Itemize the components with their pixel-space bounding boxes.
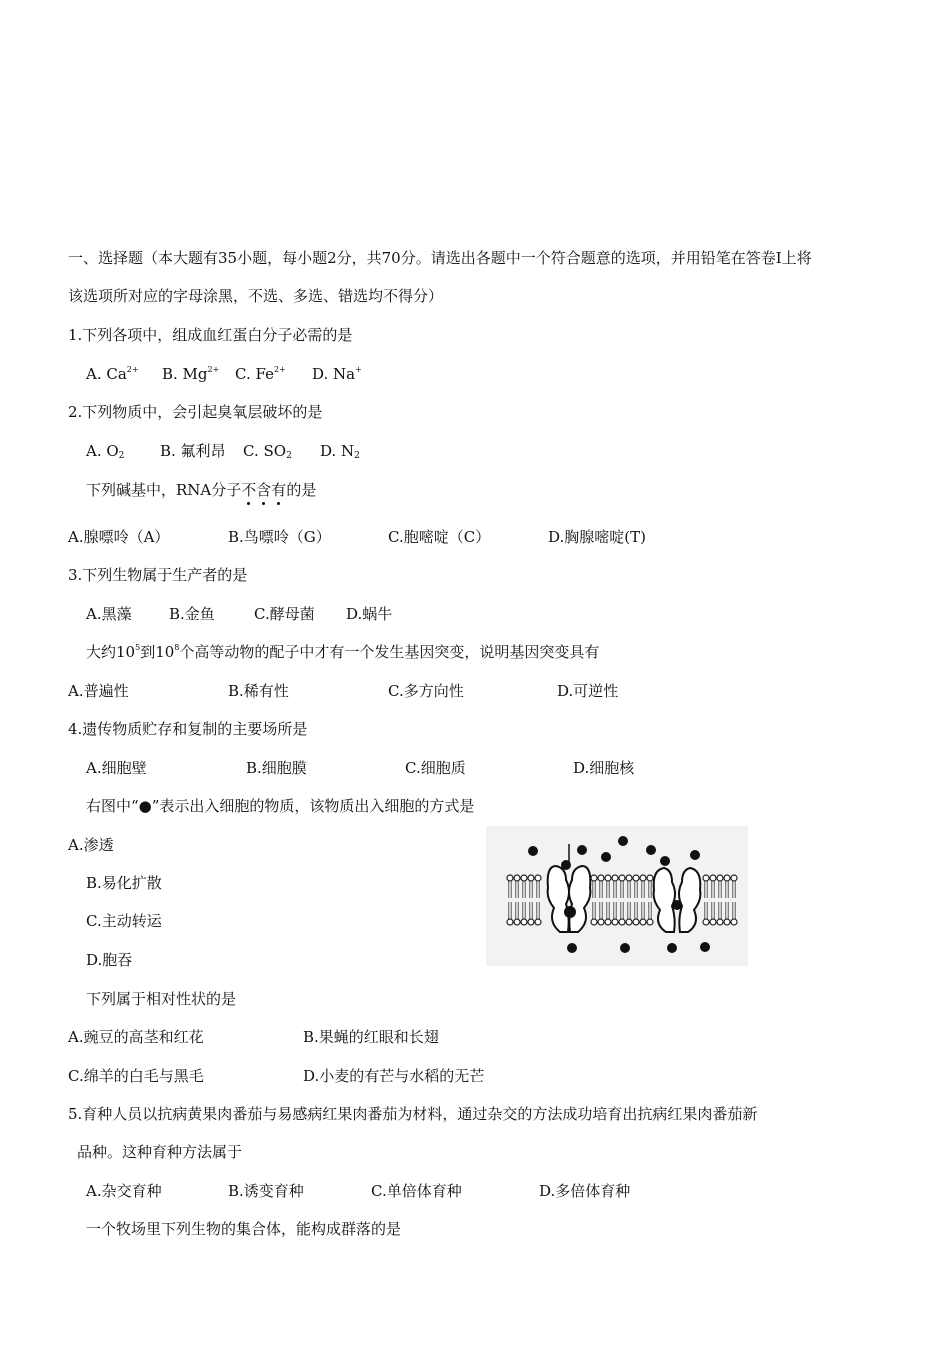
q-comm-stem: 一个牧场里下列生物的集合体，能构成群落的是 — [86, 1220, 402, 1238]
q3-option-d: D.蜗牛 — [346, 605, 393, 623]
q2-option-c: C. $SO_2$ — [243, 442, 292, 461]
q2-option-a: A. $O_2$ — [86, 442, 125, 461]
q-fig-stem: 右图中“●”表示出入细胞的物质，该物质出入细胞的方式是 — [86, 797, 475, 815]
q-trait-option-b: B.果蝇的红眼和长翅 — [303, 1028, 439, 1046]
membrane-diagram — [486, 826, 748, 966]
q-rna-option-d: D.胸腺嘧啶(T) — [548, 528, 646, 546]
q-fig-option-c: C.主动转运 — [86, 912, 162, 930]
q3-option-b: B.金鱼 — [169, 605, 215, 623]
q-rna-option-b: B.鸟嘌呤（G） — [228, 528, 331, 546]
section-header-line2: 该选项所对应的字母涂黑，不选、多选、错选均不得分） — [68, 287, 444, 305]
q5-option-b: B.诱变育种 — [228, 1182, 304, 1200]
q1-option-c: C. $Fe^{2+}$ — [235, 365, 286, 383]
q-mut-option-a: A.普遍性 — [68, 682, 129, 700]
q4-option-c: C.细胞质 — [405, 759, 466, 777]
q-trait-stem: 下列属于相对性状的是 — [86, 990, 237, 1008]
q-rna-option-a: A.腺嘌呤（A） — [68, 528, 170, 546]
q5-option-c: C.单倍体育种 — [371, 1182, 462, 1200]
q1-option-a: A. $Ca^{2+}$ — [86, 365, 139, 383]
q-mut-option-d: D.可逆性 — [557, 682, 619, 700]
q1-option-b: B. $Mg^{2+}$ — [162, 365, 220, 383]
membrane-transport-figure — [486, 826, 748, 966]
q5-option-d: D.多倍体育种 — [539, 1182, 631, 1200]
q4-option-a: A.细胞壁 — [86, 759, 147, 777]
q-mut-option-b: B.稀有性 — [228, 682, 289, 700]
q-fig-option-b: B.易化扩散 — [86, 874, 162, 892]
q3-stem: 3.下列生物属于生产者的是 — [68, 566, 248, 584]
q3-option-c: C.酵母菌 — [254, 605, 315, 623]
q2-stem: 2.下列物质中，会引起臭氧层破坏的是 — [68, 403, 323, 421]
q-rna-option-c: C.胞嘧啶（C） — [388, 528, 491, 546]
q4-stem: 4.遗传物质贮存和复制的主要场所是 — [68, 720, 308, 738]
q3-option-a: A.黑藻 — [86, 605, 132, 623]
q-trait-option-c: C.绵羊的白毛与黑毛 — [68, 1067, 204, 1085]
q2-option-d: D. $N_2$ — [320, 442, 360, 461]
section-header-line1: 一、选择题（本大题有35小题，每小题2分，共70分。请选出各题中一个符合题意的选项，并用铅笔在答卷Ⅰ上将 — [68, 249, 812, 267]
q-fig-option-d: D.胞吞 — [86, 951, 133, 969]
q-mut-stem: 大约$10^5$到$10^8$个高等动物的配子中才有一个发生基因突变，说明基因突变具有 — [86, 643, 600, 661]
q-mut-option-c: C.多方向性 — [388, 682, 464, 700]
q1-option-d: D. Na+ — [312, 365, 362, 383]
q-trait-option-d: D.小麦的有芒与水稻的无芒 — [303, 1067, 485, 1085]
q5-stem-line1: 5.育种人员以抗病黄果肉番茄与易感病红果肉番茄为材料，通过杂交的方法成功培育出抗病红果肉番茄新 — [68, 1105, 758, 1123]
q5-option-a: A.杂交育种 — [86, 1182, 162, 1200]
q-trait-option-a: A.豌豆的高茎和红花 — [68, 1028, 204, 1046]
q4-option-d: D.细胞核 — [573, 759, 635, 777]
lipid-bilayer — [507, 875, 737, 925]
q2-option-b: B. 氟利昂 — [160, 442, 226, 460]
q-fig-option-a: A.渗透 — [68, 836, 114, 854]
transport-protein-left — [548, 844, 591, 932]
q4-option-b: B.细胞膜 — [246, 759, 307, 777]
q-rna-stem: 下列碱基中，RNA分子不含有的是 — [86, 481, 317, 499]
q5-stem-line2: 品种。这种育种方法属于 — [77, 1143, 243, 1161]
q1-stem: 1.下列各项中，组成血红蛋白分子必需的是 — [68, 326, 353, 344]
